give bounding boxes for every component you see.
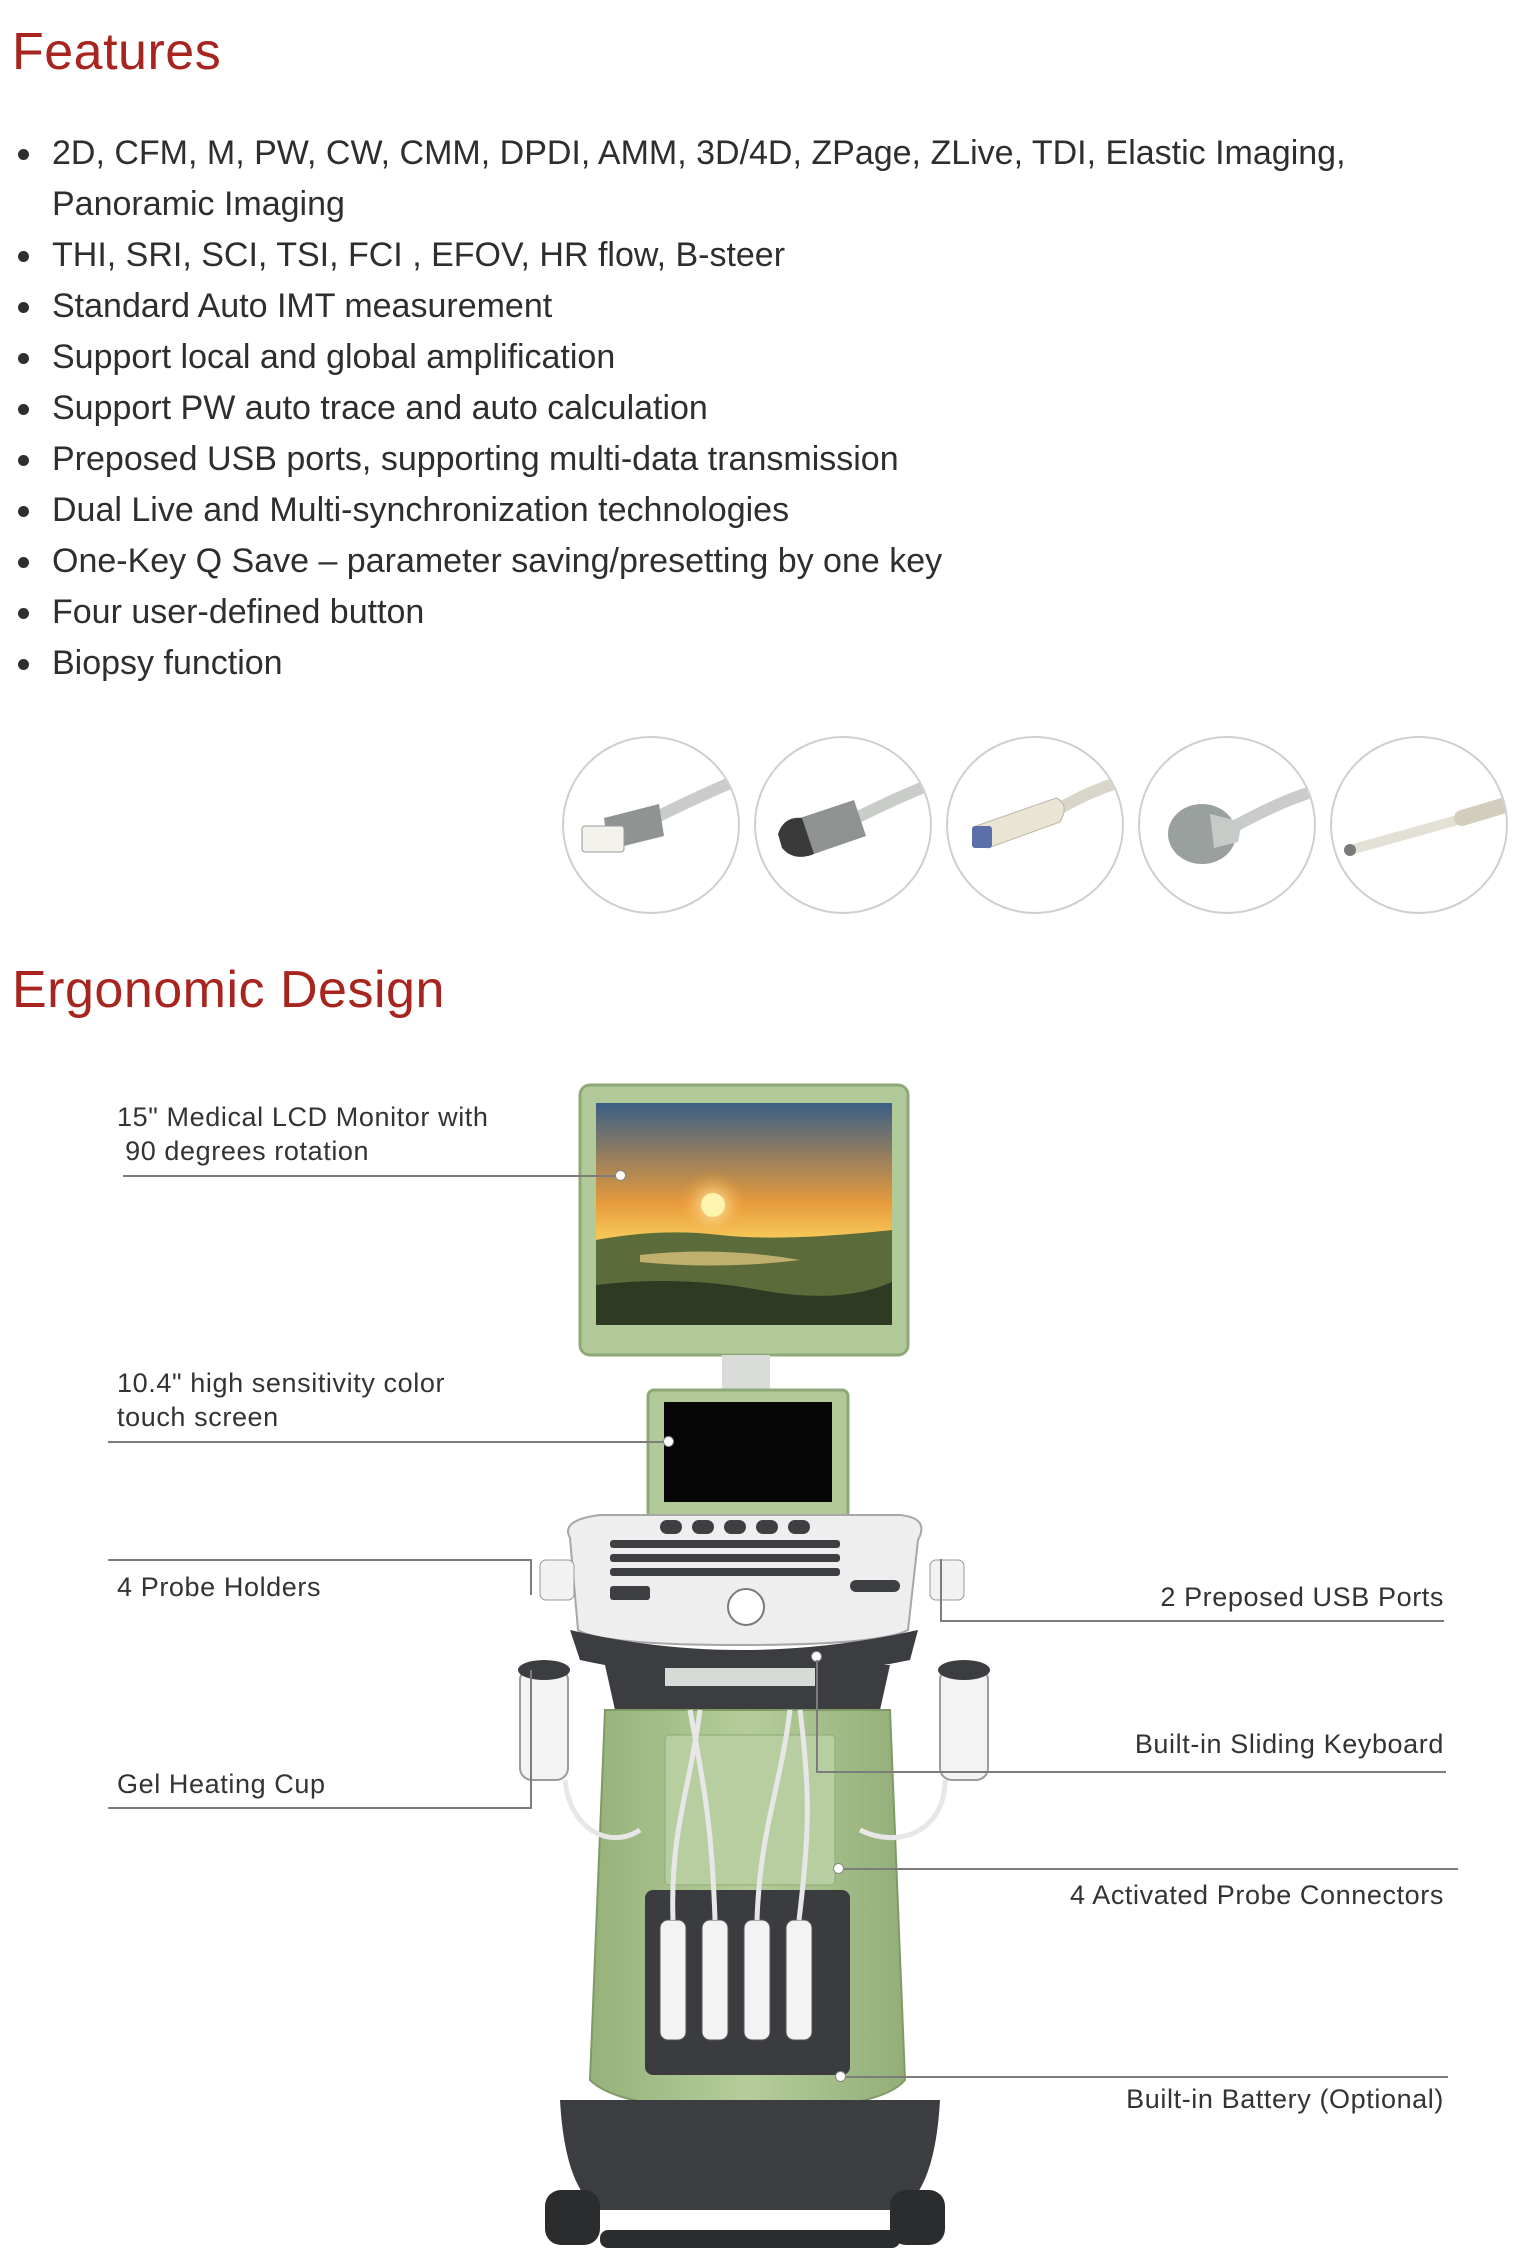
battery-callout: Built-in Battery (Optional) [1126,2084,1444,2114]
probe-holders-leader-line [108,1559,532,1561]
monitor-callout: 15" Medical LCD Monitor with 90 degrees rotation [117,1102,489,1166]
feature-item: Preposed USB ports, supporting multi-data transmission [52,434,1452,485]
usb-ports-leader-vertical [940,1559,942,1622]
ergonomic-heading: Ergonomic Design [12,961,445,1019]
battery-leader-line [842,2076,1448,2078]
feature-item: 2D, CFM, M, PW, CW, CMM, DPDI, AMM, 3D/4D, ZPage, ZLive, TDI, Elastic Imaging, Panoramic Imaging [52,128,1452,230]
endocavity-probe-icon [1330,736,1508,914]
usb-ports-leader-line [940,1620,1444,1622]
monitor-leader-line [123,1175,620,1177]
touch-screen-leader-line [108,1441,668,1443]
probe-holders-callout: 4 Probe Holders [117,1572,322,1602]
probe-holders-leader-vertical [530,1559,532,1595]
feature-item: One-Key Q Save – parameter saving/presetting by one key [52,536,1452,587]
usb-ports-callout: 2 Preposed USB Ports [1160,1582,1444,1612]
keyboard-leader-vertical [816,1660,818,1773]
phased-array-probe-icon [946,736,1124,914]
feature-item: THI, SRI, SCI, TSI, FCI , EFOV, HR flow, B-steer [52,230,1452,281]
feature-item: Support local and global amplification [52,332,1452,383]
probe-connectors-leader-line [840,1868,1458,1870]
probe-gallery [562,736,1522,916]
convex-probe-icon [754,736,932,914]
features-heading: Features [12,23,222,81]
feature-item: Support PW auto trace and auto calculation [52,383,1452,434]
battery-marker [836,2072,845,2081]
probe-connectors-marker [834,1864,843,1873]
gel-cup-leader-vertical [530,1670,532,1809]
linear-probe-icon [562,736,740,914]
feature-item: Dual Live and Multi-synchronization technologies [52,485,1452,536]
touch-screen-marker [664,1437,673,1446]
gel-cup-leader-line [108,1807,532,1809]
ergonomic-diagram [0,1070,1528,2264]
keyboard-callout: Built-in Sliding Keyboard [1134,1729,1444,1759]
monitor-marker [616,1171,625,1180]
touch-screen-callout: 10.4" high sensitivity color touch screen [117,1368,446,1432]
feature-item: Four user-defined button [52,587,1452,638]
feature-item: Standard Auto IMT measurement [52,281,1452,332]
gel-cup-callout: Gel Heating Cup [117,1769,326,1799]
volume-probe-icon [1138,736,1316,914]
probe-connectors-callout: 4 Activated Probe Connectors [1069,1880,1444,1910]
feature-item: Biopsy function [52,638,1452,689]
features-list [52,128,1452,689]
keyboard-leader-line [818,1771,1446,1773]
